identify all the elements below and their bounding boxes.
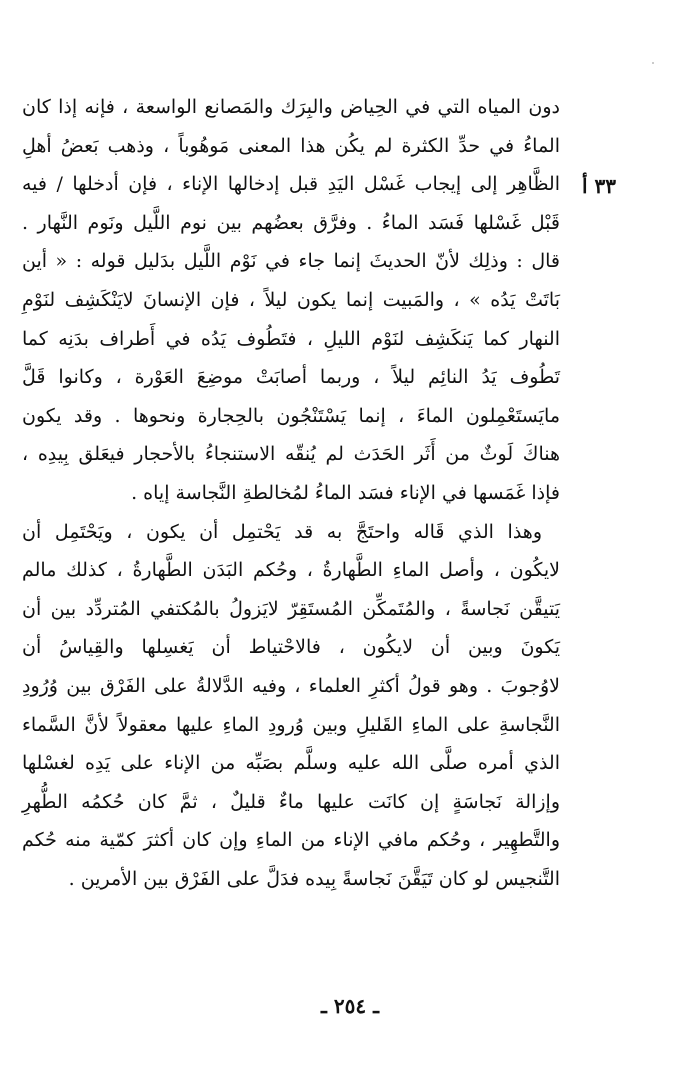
text-line: والتَّطهِير ، وحُكم مافي الإناء من الماءِ وإن كان أكثرَ كمّية منه حُكم xyxy=(22,829,560,852)
text-line: دون المياه التي في الحِياض والبِرَك والمَصانع الواسعة ، فإنه إذا كان xyxy=(22,96,560,118)
text-line: لاوُجوبَ . وهو قولُ أكثرِ العلماء ، وفيه الدَّلالةُ على الفَرْق بين وُرُودِ xyxy=(22,674,560,697)
body-text xyxy=(22,88,560,898)
text-line: النَّجاسةِ على الماءِ القَليلِ وبين وُرودِ الماءِ عليها معقولاً لأنَّ السَّماء xyxy=(22,713,560,736)
text-line: لايكُون ، وأصل الماءِ الطَّهارةُ ، وحُكم البَدَن الطَّهارةُ ، كذلك مالم xyxy=(22,559,560,582)
text-line: يَكونَ وبين أن لايكُون ، فالاحْتياط أن يَغسِلها والقِياسُ أن xyxy=(22,636,560,659)
text-line: يَتيقَّن نَجاسةً ، والمُتَمكِّن المُستَقِرّ لايَزولُ بالمُكتفي المُتردِّد بين أن xyxy=(22,597,560,620)
text-line: قَبْل غَسْلها فَسَد الماءُ . وفرَّق بعضُهم بين نوم اللَّيل ونَوم النَّهار . xyxy=(22,211,560,234)
text-line: قال : وذلِك لأنّ الحديثَ إنما جاء في نَوْم اللَّيل بدَليل قوله : « أين xyxy=(22,250,560,273)
speck-mark xyxy=(652,62,654,64)
page-number: ـ ٢٥٤ ـ xyxy=(321,994,379,1018)
margin-folio-note: ٣٣ أ xyxy=(582,174,617,198)
text-line: الظَّاهِر إلى إيجاب غَسْل اليَدِ قبل إدخالها الإناء ، فإن أدخلها / فيه xyxy=(22,173,560,196)
text-line: تَطُوف يَدُ النائِم ليلاً ، وربما أصابَتْ موضِعَ العَوْرة ، وكانوا قَلَّ xyxy=(22,366,560,389)
text-line: بَاتَتْ يَدُه » ، والمَبيت إنما يكون ليلاً ، فإن الإنسانَ لايَنْكَشِف لنَوْمِ xyxy=(22,288,560,311)
text-line: وهذا الذي قَاله واحتَجَّ به قد يَحْتمِل أن يكون ، ويَحْتَمِل أن xyxy=(22,520,542,543)
text-line: التَّنجيس لو كان تَيَقَّنَ نَجاسةً بِيده فدَلَّ على الفَرْق بين الأمرين . xyxy=(68,867,560,890)
text-line: هناكَ لَوثٌ من أَثَر الحَدَث لم يُنقّه الاستنجاءُ بالأحجار فيعَلق بِيدِه ، xyxy=(22,443,560,466)
text-line: الذي أمره صلَّى الله عليه وسلَّم بصَبِّه من الإناء على يَدِه لغسْلها xyxy=(22,752,560,775)
text-line: مايَستَعْمِلون الماءَ ، إنما يَسْتَنْجُون بالحِجارة ونحوها . وقد يكون xyxy=(22,404,560,427)
text-line: النهار كما يَنكَشِف لنَوْم الليلِ ، فتَطُوف يَدُه في أَطراف بدَنِه كما xyxy=(22,327,560,350)
text-line: فإذا غَمَسها في الإناء فسَد الماءُ لمُخالطةِ النَّجاسة إياه . xyxy=(131,481,560,504)
text-line: وإزالة نَجاسَةٍ إن كانَت عليها ماءٌ قليلٌ ، ثمَّ كان حُكمُه الطُّهرِ xyxy=(22,790,560,813)
text-line: الماءُ في حدِّ الكثرة لم يكُن هذا المعنى مَوهُوباً ، وذهب بَعضُ أهلِ xyxy=(22,134,560,157)
